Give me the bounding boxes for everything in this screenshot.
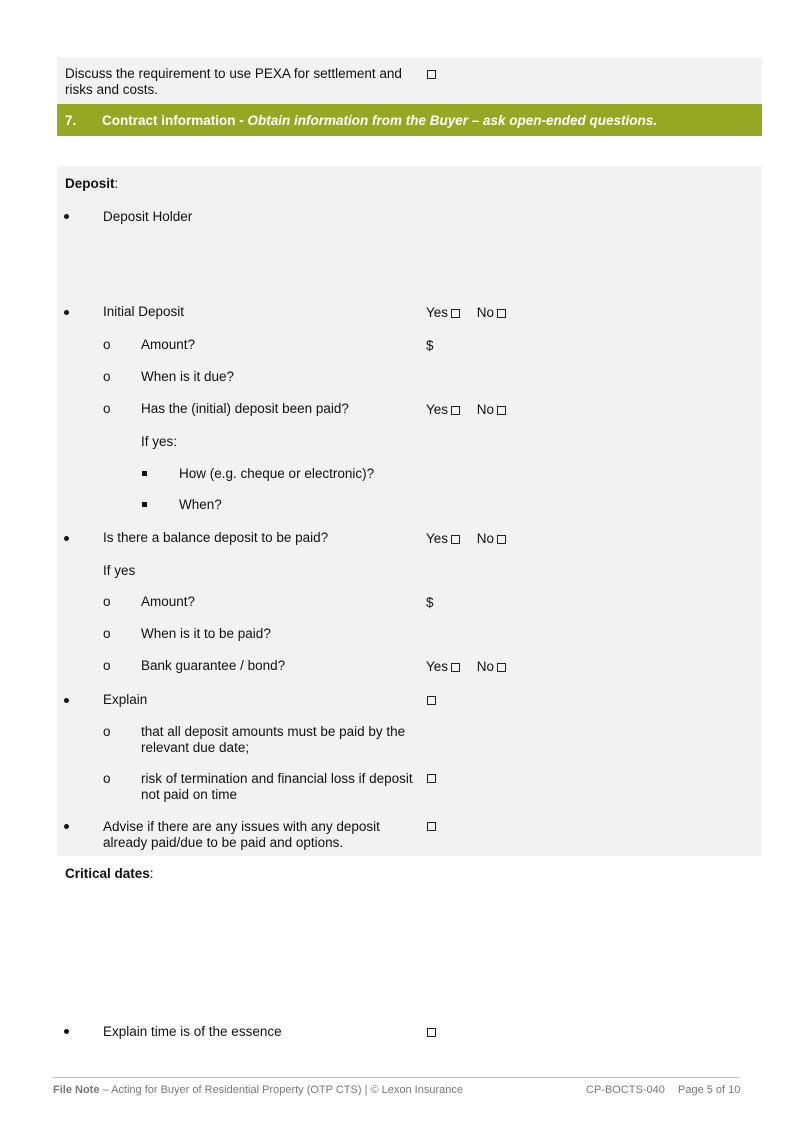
if-yes2-label: If yes xyxy=(103,563,136,578)
guarantee-yes-no: Yes No xyxy=(426,659,506,675)
deposit-heading: Deposit: xyxy=(65,176,119,191)
sub-marker: o xyxy=(103,658,111,673)
due2: When is it to be paid? xyxy=(141,626,271,641)
due1: When is it due? xyxy=(141,369,235,384)
initial-deposit: Initial Deposit xyxy=(103,304,185,319)
balance-question: Is there a balance deposit to be paid? xyxy=(103,530,329,545)
bank-guarantee: Bank guarantee / bond? xyxy=(141,658,286,673)
advise-text: Advise if there are any issues with any deposit already paid/due to be paid and options. xyxy=(103,819,380,850)
sub-marker: o xyxy=(103,771,111,786)
explain-checkbox[interactable] xyxy=(427,696,436,705)
explain-item-2-checkbox[interactable] xyxy=(427,774,436,783)
when-paid: When? xyxy=(179,497,222,512)
advise-checkbox[interactable] xyxy=(427,822,436,831)
paid-question: Has the (initial) deposit been paid? xyxy=(141,401,349,416)
sub-marker: o xyxy=(103,337,111,352)
bullet xyxy=(64,536,69,541)
square-bullet xyxy=(142,502,147,507)
initial-yes-no: Yes No xyxy=(426,305,506,321)
how-paid: How (e.g. cheque or electronic)? xyxy=(179,466,375,481)
amount1-dollar: $ xyxy=(426,338,434,353)
sub-marker: o xyxy=(103,401,111,416)
section-title: Contract information - Obtain information from the Buyer – ask open-ended questions. xyxy=(102,113,658,128)
square-bullet xyxy=(142,471,147,476)
section-number: 7. xyxy=(65,113,77,128)
bullet xyxy=(64,310,69,315)
pexa-checkbox[interactable] xyxy=(427,70,436,79)
explain-item-1: that all deposit amounts must be paid by the relevant due date; xyxy=(141,724,406,755)
explain-label: Explain xyxy=(103,692,148,707)
bullet xyxy=(64,1029,69,1034)
initial-yes-checkbox[interactable] xyxy=(451,309,460,318)
balance-no-checkbox[interactable] xyxy=(497,535,506,544)
sub-marker: o xyxy=(103,626,111,641)
time-essence: Explain time is of the essence xyxy=(103,1024,282,1039)
amount2-dollar: $ xyxy=(426,595,434,610)
paid-yes-no: Yes No xyxy=(426,402,506,418)
guarantee-no-checkbox[interactable] xyxy=(497,663,506,672)
deposit-holder: Deposit Holder xyxy=(103,209,193,224)
section-header xyxy=(57,104,762,136)
bullet xyxy=(64,698,69,703)
amount1: Amount? xyxy=(141,337,196,352)
paid-no-checkbox[interactable] xyxy=(497,406,506,415)
footer-code: CP-BOCTS-040 xyxy=(586,1084,665,1096)
balance-yes-checkbox[interactable] xyxy=(451,535,460,544)
footer-divider xyxy=(53,1077,739,1078)
bullet xyxy=(64,214,69,219)
sub-marker: o xyxy=(103,369,111,384)
critical-dates-heading: Critical dates: xyxy=(65,866,154,881)
bullet xyxy=(64,824,69,829)
footer-left: File Note – Acting for Buyer of Residential Property (OTP CTS) | © Lexon Insurance xyxy=(53,1084,463,1096)
footer-page: Page 5 of 10 xyxy=(678,1084,741,1096)
if-yes-label: If yes: xyxy=(141,434,178,449)
balance-yes-no: Yes No xyxy=(426,531,506,547)
sub-marker: o xyxy=(103,724,111,739)
sub-marker: o xyxy=(103,594,111,609)
amount2: Amount? xyxy=(141,594,196,609)
guarantee-yes-checkbox[interactable] xyxy=(451,663,460,672)
explain-item-2: risk of termination and financial loss if deposit not paid on time xyxy=(141,771,413,802)
pexa-text: Discuss the requirement to use PEXA for settlement and risks and costs. xyxy=(65,66,402,97)
initial-no-checkbox[interactable] xyxy=(497,309,506,318)
paid-yes-checkbox[interactable] xyxy=(451,406,460,415)
time-essence-checkbox[interactable] xyxy=(427,1028,436,1037)
